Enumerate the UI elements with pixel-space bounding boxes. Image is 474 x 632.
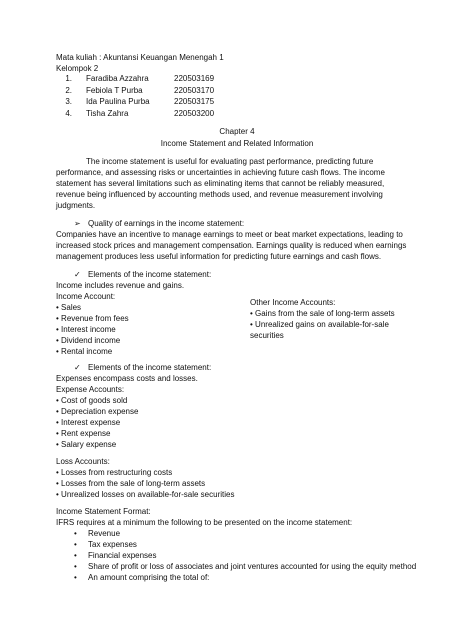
bullet-icon: • [74, 551, 77, 560]
list-item-text: An amount comprising the total of: [88, 573, 210, 582]
member-name: Ida Paulina Purba [86, 97, 150, 107]
format-intro: IFRS requires at a minimum the following to be presented on the income statement: [56, 518, 353, 527]
bullet-icon: • [56, 303, 59, 312]
list-item-text: Unrealized gains on available-for-sale [255, 320, 389, 329]
page-title: Income Statement and Related Information [160, 139, 314, 148]
list-item-text: Share of profit or loss of associates and joint ventures accounted for using the equity method [88, 562, 417, 571]
list-item-text: Rental income [61, 347, 113, 356]
elements-income-heading-text: Elements of the income statement: [88, 270, 212, 279]
bullet-icon: • [250, 309, 253, 318]
member-number: 2. [65, 85, 72, 95]
list-item-text: Losses from the sale of long-term assets [61, 479, 206, 488]
bullet-icon: • [56, 429, 59, 438]
income-intro: Income includes revenue and gains. [56, 281, 185, 290]
bullet-icon: • [56, 479, 59, 488]
list-item [74, 561, 416, 572]
arrow-bullet-icon: ➢ [74, 219, 81, 228]
member-nim: 220503175 [174, 97, 215, 107]
list-item [56, 478, 205, 489]
bullet-icon: • [56, 490, 59, 499]
list-item-text: Interest income [61, 325, 116, 334]
list-item [56, 439, 116, 450]
intro-line: revenue being influenced by accounting methods used, and revenue measurement involving [56, 190, 383, 199]
list-item [56, 428, 110, 439]
check-icon: ✓ [74, 270, 81, 279]
list-item-continuation: securities [250, 331, 284, 340]
quality-heading-text: Quality of earnings in the income statement: [88, 219, 245, 228]
expense-intro: Expenses encompass costs and losses. [56, 374, 198, 383]
member-number: 3. [65, 97, 72, 107]
list-item [56, 346, 112, 357]
list-item [250, 319, 389, 330]
bullet-icon: • [74, 529, 77, 538]
list-item [250, 308, 395, 319]
quality-line: management produces less useful information for predicting future earnings and cash flows. [56, 252, 382, 261]
member-number: 1. [65, 74, 72, 83]
intro-line: judgments. [56, 201, 96, 210]
format-title: Income Statement Format: [56, 507, 151, 516]
check-icon: ✓ [74, 363, 81, 372]
list-item-text: Salary expense [61, 440, 117, 449]
intro-line: performance, and assessing risks or uncertainties in achieving future cash flows. The income [56, 168, 385, 177]
member-list [56, 73, 214, 120]
list-item-text: Sales [61, 303, 82, 312]
bullet-icon: • [74, 562, 77, 571]
intro-line: The income statement is useful for evaluating past performance, predicting future [86, 157, 374, 166]
list-item-text: Cost of goods sold [61, 396, 128, 405]
list-item [56, 302, 81, 313]
list-item-text: Gains from the sale of long-term assets [255, 309, 395, 318]
member-nim: 220503170 [174, 85, 215, 95]
bullet-icon: • [56, 418, 59, 427]
bullet-icon: • [56, 396, 59, 405]
member-row [56, 85, 214, 97]
list-item [74, 572, 209, 583]
bullet-icon: • [56, 468, 59, 477]
list-item [56, 489, 234, 500]
member-row [56, 73, 214, 85]
expense-account-title: Expense Accounts: [56, 385, 125, 394]
list-item [74, 539, 137, 550]
other-income-title: Other Income Accounts: [250, 298, 336, 307]
bullet-icon: • [74, 573, 77, 582]
chapter-label: Chapter 4 [219, 127, 255, 136]
member-name: Faradiba Azzahra [86, 74, 149, 83]
list-item [74, 528, 120, 539]
member-row [56, 96, 214, 108]
income-account-title: Income Account: [56, 292, 116, 301]
intro-line: statement has several limitations such as eliminating items that cannot be reliably measured, [56, 179, 385, 188]
member-number: 4. [65, 109, 72, 119]
member-name: Tisha Zahra [86, 109, 129, 119]
quality-line: Companies have an incentive to manage earnings to meet or beat market expectations, leading to [56, 230, 403, 239]
member-nim: 220503169 [174, 74, 215, 83]
group-line: Kelompok 2 [56, 64, 99, 73]
elements-expense-heading [74, 362, 211, 373]
list-item-text: Losses from restructuring costs [61, 468, 173, 477]
list-item-text: Revenue from fees [61, 314, 129, 323]
list-item [56, 335, 120, 346]
member-nim: 220503200 [174, 109, 215, 119]
list-item-text: Interest expense [61, 418, 121, 427]
list-item [56, 395, 127, 406]
list-item-text: Tax expenses [88, 540, 137, 549]
bullet-icon: • [56, 440, 59, 449]
list-item [56, 313, 129, 324]
loss-account-title: Loss Accounts: [56, 457, 110, 466]
elements-expense-heading-text: Elements of the income statement: [88, 363, 212, 372]
list-item-text: Revenue [88, 529, 121, 538]
bullet-icon: • [56, 325, 59, 334]
quality-line: increased stock prices and management compensation. Earnings quality is reduced when earnings [56, 241, 407, 250]
list-item-text: Dividend income [61, 336, 121, 345]
bullet-icon: • [250, 320, 253, 329]
list-item [56, 467, 172, 478]
bullet-icon: • [56, 407, 59, 416]
bullet-icon: • [56, 314, 59, 323]
member-row [56, 108, 214, 120]
bullet-icon: • [56, 336, 59, 345]
bullet-icon: • [56, 347, 59, 356]
elements-income-heading [74, 269, 211, 280]
list-item-text: Financial expenses [88, 551, 157, 560]
list-item [74, 550, 156, 561]
list-item [56, 406, 138, 417]
list-item [56, 417, 120, 428]
list-item-text: Rent expense [61, 429, 111, 438]
list-item [56, 324, 116, 335]
bullet-icon: • [74, 540, 77, 549]
member-name: Febiola T Purba [86, 85, 143, 95]
list-item-text: Depreciation expense [61, 407, 139, 416]
list-item-text: Unrealized losses on available-for-sale securities [61, 490, 235, 499]
course-line: Mata kuliah : Akuntansi Keuangan Menengah 1 [56, 53, 224, 62]
quality-heading [74, 218, 244, 229]
